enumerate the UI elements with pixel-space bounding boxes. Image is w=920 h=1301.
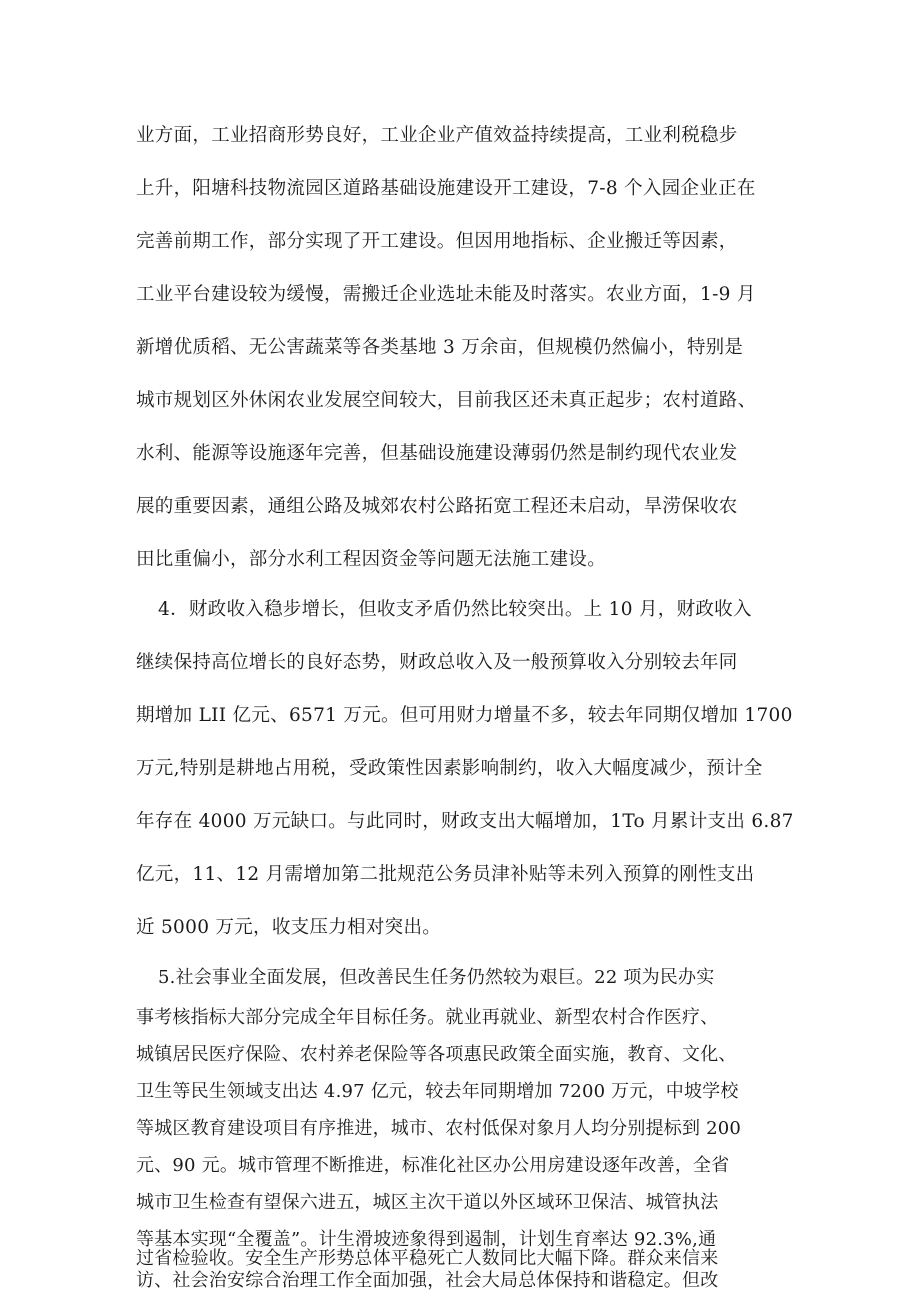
text-line: 新增优质稻、无公害蔬菜等各类基地 3 万余亩，但规模仍然偏小，特别是 xyxy=(136,337,744,358)
text-line: 等基本实现“全覆盖”。计生滑坡迹象得到遏制，计划生育率达 92.3%,通 xyxy=(136,1229,717,1250)
text-line: 继续保持高位增长的良好态势，财政总收入及一般预算收入分别较去年同 xyxy=(136,652,738,673)
text-line: 完善前期工作，部分实现了开工建设。但因用地指标、企业搬迁等因素， xyxy=(136,231,738,252)
text-line: 访、社会治安综合治理工作全面加强，社会大局总体保持和谐稳定。但改 xyxy=(136,1270,719,1291)
text-line: 4．财政收入稳步增长，但收支矛盾仍然比较突出。上 10 月，财政收入 xyxy=(158,599,752,620)
text-line: 亿元，11、12 月需增加第二批规范公务员津补贴等未列入预算的刚性支出 xyxy=(136,864,755,885)
text-line: 元、90 元。城市管理不断推进，标准化社区办公用房建设逐年改善，全省 xyxy=(136,1155,730,1176)
text-line: 城市规划区外休闲农业发展空间较大，目前我区还未真正起步；农村道路、 xyxy=(136,390,757,411)
text-line: 年存在 4000 万元缺口。与此同时，财政支出大幅增加，1To 月累计支出 6.87 xyxy=(136,811,794,832)
text-line: 期增加 LII 亿元、6571 万元。但可用财力增量不多，较去年同期仅增加 1700 xyxy=(136,705,793,726)
text-line: 水利、能源等设施逐年完善，但基础设施建设薄弱仍然是制约现代农业发 xyxy=(136,443,738,464)
text-line: 卫生等民生领域支出达 4.97 亿元，较去年同期增加 7200 万元，中坡学校 xyxy=(136,1081,739,1102)
text-line: 事考核指标大部分完成全年目标任务。就业再就业、新型农村合作医疗、 xyxy=(136,1007,719,1028)
text-line: 万元,特别是耕地占用税，受政策性因素影响制约，收入大幅度减少，预计全 xyxy=(136,758,763,779)
text-line: 5.社会事业全面发展，但改善民生任务仍然较为艰巨。22 项为民办实 xyxy=(158,967,715,988)
text-line: 上升，阳塘科技物流园区道路基础设施建设开工建设，7-8 个入园企业正在 xyxy=(136,178,756,199)
text-line: 工业平台建设较为缓慢，需搬迁企业选址未能及时落实。农业方面，1-9 月 xyxy=(136,284,756,305)
text-line: 近 5000 万元，收支压力相对突出。 xyxy=(136,917,442,938)
text-line: 过省检验收。安全生产形势总体平稳死亡人数同比大幅下降。群众来信来 xyxy=(136,1248,719,1269)
text-line: 城市卫生检查有望保六进五，城区主次干道以外区域环卫保洁、城管执法 xyxy=(136,1192,719,1213)
text-line: 城镇居民医疗保险、农村养老保险等各项惠民政策全面实施，教育、文化、 xyxy=(136,1044,737,1065)
text-line: 展的重要因素，通组公路及城郊农村公路拓宽工程还未启动，旱涝保收农 xyxy=(136,496,738,517)
text-line: 田比重偏小，部分水利工程因资金等问题无法施工建设。 xyxy=(136,549,607,570)
text-line: 等城区教育建设项目有序推进，城市、农村低保对象月人均分别提标到 200 xyxy=(136,1118,742,1139)
text-line: 业方面，工业招商形势良好，工业企业产值效益持续提高，工业利税稳步 xyxy=(136,125,738,146)
